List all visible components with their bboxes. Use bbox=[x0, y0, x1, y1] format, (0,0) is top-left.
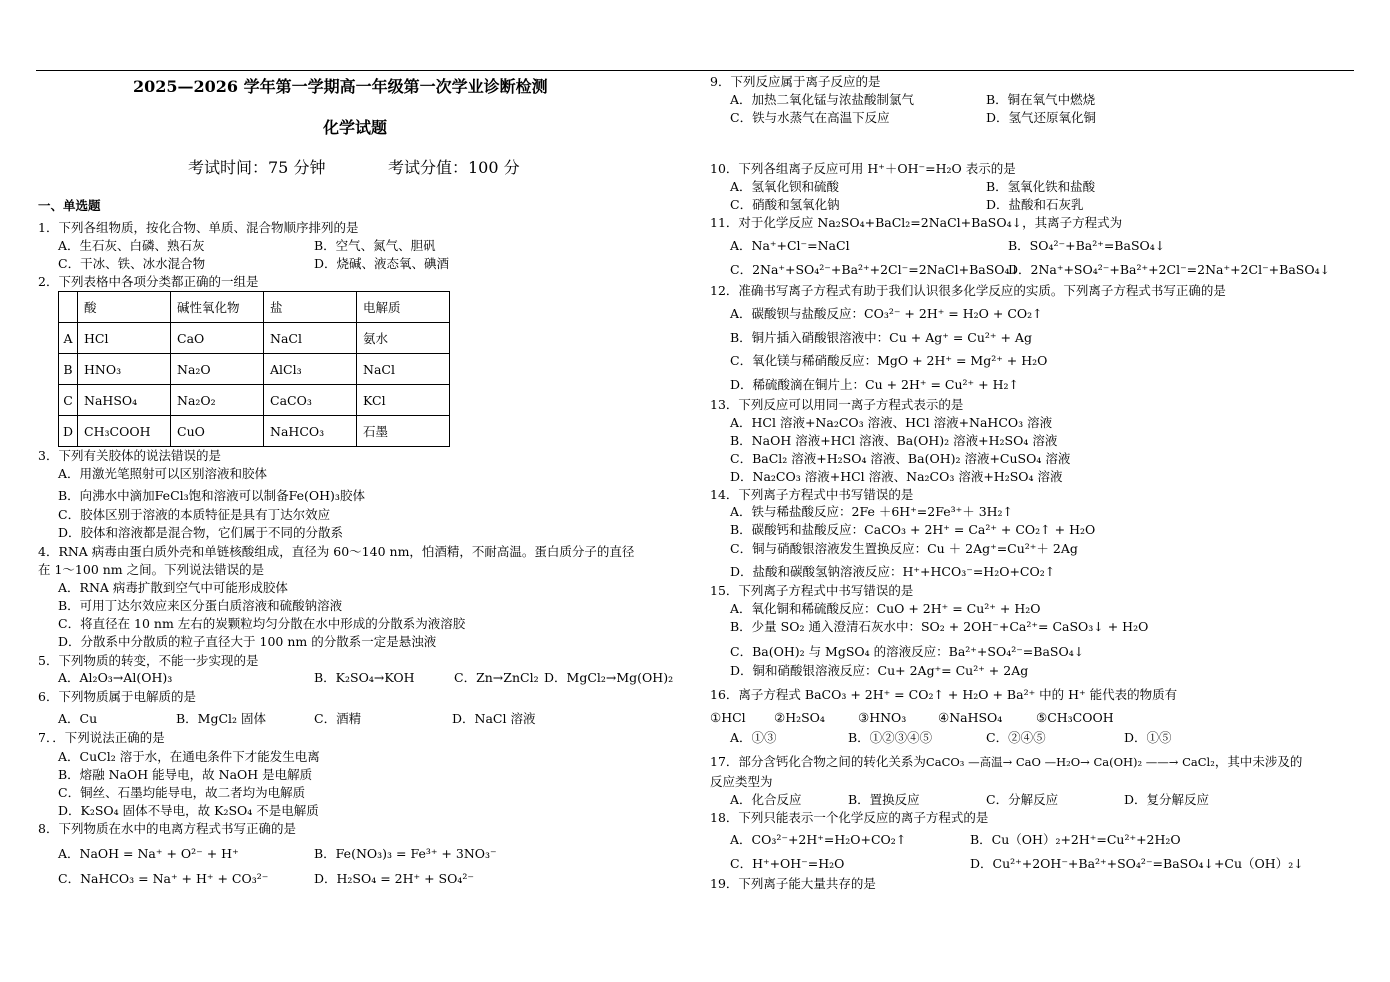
q16-item-2: ②H₂SO₄ bbox=[774, 710, 825, 725]
q7-option-d: D．K₂SO₄ 固体不导电，故 K₂SO₄ 不是电解质 bbox=[58, 803, 319, 818]
table-row bbox=[59, 385, 450, 416]
table-header: 酸 bbox=[78, 292, 171, 323]
table-cell: NaHSO₄ bbox=[78, 385, 171, 416]
q16-item-5: ⑤CH₃COOH bbox=[1036, 710, 1114, 725]
q4-stem-line1: 4．RNA 病毒由蛋白质外壳和单链核酸组成，直径为 60～140 nm，怕酒精，不耐高温。蛋白质分子的直径 bbox=[38, 544, 635, 559]
q17-option-a: A．化合反应 bbox=[730, 792, 802, 807]
table-corner bbox=[59, 292, 78, 323]
q16-item-4: ④NaHSO₄ bbox=[938, 710, 1003, 725]
exam-time: 考试时间：75 分钟 bbox=[188, 158, 326, 177]
q18-option-b: B．Cu（OH）₂+2H⁺=Cu²⁺+2H₂O bbox=[970, 832, 1181, 847]
q8-stem: 8．下列物质在水中的电离方程式书写正确的是 bbox=[38, 821, 296, 836]
q14-option-c: C．铜与硝酸银溶液发生置换反应：Cu ＋ 2Ag⁺=Cu²⁺＋ 2Ag bbox=[730, 541, 1078, 556]
table-cell: HCl bbox=[78, 323, 171, 354]
q11-option-c: C．2Na⁺+SO₄²⁻+Ba²⁺+2Cl⁻=2NaCl+BaSO₄↓ bbox=[730, 262, 1021, 277]
q1-option-d: D．烧碱、液态氧、碘酒 bbox=[314, 256, 450, 271]
q16-option-a: A．①③ bbox=[730, 730, 777, 745]
q15-stem: 15．下列离子方程式中书写错误的是 bbox=[710, 583, 914, 598]
q7-option-b: B．熔融 NaOH 能导电，故 NaOH 是电解质 bbox=[58, 767, 313, 782]
q4-option-d: D．分散系中分散质的粒子直径大于 100 nm 的分散系一定是悬浊液 bbox=[58, 634, 437, 649]
q18-option-a: A．CO₃²⁻+2H⁺=H₂O+CO₂↑ bbox=[730, 832, 907, 847]
q7-stem: 7．．下列说法正确的是 bbox=[38, 730, 165, 745]
table-cell: NaHCO₃ bbox=[264, 416, 357, 447]
q5-option-d: D．MgCl₂→Mg(OH)₂ bbox=[544, 670, 674, 685]
q3-option-c: C．胶体区别于溶液的本质特征是具有丁达尔效应 bbox=[58, 507, 331, 522]
q12-stem: 12．准确书写离子方程式有助于我们认识很多化学反应的实质。下列离子方程式书写正确的是 bbox=[710, 283, 1226, 298]
q7-option-a: A．CuCl₂ 溶于水，在通电条件下才能发生电离 bbox=[58, 749, 320, 764]
top-rule bbox=[36, 70, 1354, 71]
table-cell: CuO bbox=[171, 416, 264, 447]
q9-stem: 9．下列反应属于离子反应的是 bbox=[710, 74, 881, 89]
q1-stem: 1．下列各组物质，按化合物、单质、混合物顺序排列的是 bbox=[38, 220, 359, 235]
q15-option-a: A．氧化铜和稀硫酸反应：CuO + 2H⁺ = Cu²⁺ + H₂O bbox=[730, 601, 1041, 616]
q13-option-d: D．Na₂CO₃ 溶液+HCl 溶液、Na₂CO₃ 溶液+H₂SO₄ 溶液 bbox=[730, 469, 1063, 484]
q12-option-c: C．氧化镁与稀硝酸反应：MgO + 2H⁺ = Mg²⁺ + H₂O bbox=[730, 353, 1048, 368]
q10-option-c: C．硝酸和氢氧化钠 bbox=[730, 197, 840, 212]
table-header-row bbox=[59, 292, 450, 323]
q12-option-a: A．碳酸钡与盐酸反应：CO₃²⁻ + 2H⁺ = H₂O + CO₂↑ bbox=[730, 306, 1043, 321]
row-key: D bbox=[59, 416, 78, 447]
q9-option-b: B．铜在氧气中燃烧 bbox=[986, 92, 1096, 107]
q13-option-a: A．HCl 溶液+Na₂CO₃ 溶液、HCl 溶液+NaHCO₃ 溶液 bbox=[730, 415, 1053, 430]
table-cell: 石墨 bbox=[357, 416, 450, 447]
table-header: 碱性氧化物 bbox=[171, 292, 264, 323]
q1-option-c: C．干冰、铁、冰水混合物 bbox=[58, 256, 206, 271]
q14-stem: 14．下列离子方程式中书写错误的是 bbox=[710, 487, 914, 502]
q6-option-d: D．NaCl 溶液 bbox=[452, 711, 536, 726]
q3-option-b: B．向沸水中滴加FeCl₃饱和溶液可以制备Fe(OH)₃胶体 bbox=[58, 488, 365, 503]
q8-option-a: A．NaOH = Na⁺ + O²⁻ + H⁺ bbox=[58, 846, 239, 861]
q9-option-d: D．氢气还原氧化铜 bbox=[986, 110, 1097, 125]
q5-option-b: B．K₂SO₄→KOH bbox=[314, 670, 415, 685]
q9-option-c: C．铁与水蒸气在高温下反应 bbox=[730, 110, 890, 125]
subject-title: 化学试题 bbox=[323, 118, 388, 137]
q17-option-c: C．分解反应 bbox=[986, 792, 1059, 807]
q10-stem: 10．下列各组离子反应可用 H⁺＋OH⁻=H₂O 表示的是 bbox=[710, 161, 1016, 176]
q6-option-b: B．MgCl₂ 固体 bbox=[176, 711, 267, 726]
q16-option-c: C．②④⑤ bbox=[986, 730, 1046, 745]
q15-option-b: B．少量 SO₂ 通入澄清石灰水中：SO₂ + 2OH⁻+Ca²⁺= CaSO₃↓ + H₂O bbox=[730, 619, 1149, 634]
q4-stem-line2: 在 1～100 nm 之间。下列说法错误的是 bbox=[38, 562, 265, 577]
q14-option-d: D．盐酸和碳酸氢钠溶液反应：H⁺+HCO₃⁻=H₂O+CO₂↑ bbox=[730, 564, 1056, 579]
q18-option-d: D．Cu²⁺+2OH⁻+Ba²⁺+SO₄²⁻=BaSO₄↓+Cu（OH）₂↓ bbox=[970, 856, 1304, 871]
q16-item-1: ①HCl bbox=[710, 710, 746, 725]
section-heading: 一、单选题 bbox=[38, 198, 101, 213]
q5-stem: 5．下列物质的转变，不能一步实现的是 bbox=[38, 653, 259, 668]
q6-option-a: A．Cu bbox=[58, 711, 98, 726]
table-header: 盐 bbox=[264, 292, 357, 323]
q6-option-c: C．酒精 bbox=[314, 711, 362, 726]
q17-stem-post: ，其中未涉及的 bbox=[1214, 754, 1303, 769]
q2-stem: 2．下列表格中各项分类都正确的一组是 bbox=[38, 274, 259, 289]
q7-option-c: C．铜丝、石墨均能导电，故二者均为电解质 bbox=[58, 785, 306, 800]
table-cell: CH₃COOH bbox=[78, 416, 171, 447]
q14-option-a: A．铁与稀盐酸反应：2Fe ＋6H⁺=2Fe³⁺＋ 3H₂↑ bbox=[730, 504, 1014, 519]
table-row bbox=[59, 416, 450, 447]
row-key: A bbox=[59, 323, 78, 354]
q12-option-d: D．稀硫酸滴在铜片上：Cu + 2H⁺ = Cu²⁺ + H₂↑ bbox=[730, 377, 1019, 392]
exam-title: 2025—2026 学年第一学期高一年级第一次学业诊断检测 bbox=[133, 77, 548, 96]
table-cell: CaCO₃ bbox=[264, 385, 357, 416]
q13-option-b: B．NaOH 溶液+HCl 溶液、Ba(OH)₂ 溶液+H₂SO₄ 溶液 bbox=[730, 433, 1058, 448]
table-cell: NaCl bbox=[357, 354, 450, 385]
q14-option-b: B．碳酸钙和盐酸反应：CaCO₃ + 2H⁺ = Ca²⁺ + CO₂↑ + H₂O bbox=[730, 522, 1096, 537]
q15-option-d: D．铜和硝酸银溶液反应：Cu+ 2Ag⁺= Cu²⁺ + 2Ag bbox=[730, 663, 1029, 678]
q4-option-c: C．将直径在 10 nm 左右的炭颗粒均匀分散在水中形成的分散系为液溶胶 bbox=[58, 616, 466, 631]
table-cell: HNO₃ bbox=[78, 354, 171, 385]
q4-option-b: B．可用丁达尔效应来区分蛋白质溶液和硫酸钠溶液 bbox=[58, 598, 343, 613]
q11-option-b: B．SO₄²⁻+Ba²⁺=BaSO₄↓ bbox=[1008, 238, 1166, 253]
q17-option-d: D．复分解反应 bbox=[1124, 792, 1210, 807]
q18-option-c: C．H⁺+OH⁻=H₂O bbox=[730, 856, 845, 871]
table-row bbox=[59, 323, 450, 354]
table-cell: CaO bbox=[171, 323, 264, 354]
q16-option-d: D．①⑤ bbox=[1124, 730, 1172, 745]
q1-option-a: A．生石灰、白磷、熟石灰 bbox=[58, 238, 205, 253]
q17-option-b: B．置换反应 bbox=[848, 792, 920, 807]
q16-option-b: B．①②③④⑤ bbox=[848, 730, 933, 745]
q13-option-c: C．BaCl₂ 溶液+H₂SO₄ 溶液、Ba(OH)₂ 溶液+CuSO₄ 溶液 bbox=[730, 451, 1071, 466]
q12-option-b: B．铜片插入硝酸银溶液中：Cu + Ag⁺ = Cu²⁺ + Ag bbox=[730, 330, 1032, 345]
q9-option-a: A．加热二氧化锰与浓盐酸制氯气 bbox=[730, 92, 915, 107]
q17-conversion-chain: CaCO₃ —高温→ CaO —H₂O→ Ca(OH)₂ ——→ CaCl₂ bbox=[925, 755, 1215, 769]
table-cell: NaCl bbox=[264, 323, 357, 354]
q2-table bbox=[58, 291, 450, 447]
q17-stem-line2: 反应类型为 bbox=[710, 774, 773, 789]
q5-option-c: C．Zn→ZnCl₂ bbox=[454, 670, 539, 685]
row-key: B bbox=[59, 354, 78, 385]
q10-option-d: D．盐酸和石灰乳 bbox=[986, 197, 1084, 212]
table-header: 电解质 bbox=[357, 292, 450, 323]
q8-option-b: B．Fe(NO₃)₃ = Fe³⁺ + 3NO₃⁻ bbox=[314, 846, 497, 861]
q1-option-b: B．空气、氮气、胆矾 bbox=[314, 238, 436, 253]
q10-option-b: B．氢氧化铁和盐酸 bbox=[986, 179, 1096, 194]
q17-stem-line1 bbox=[710, 754, 1302, 770]
q10-option-a: A．氢氧化钡和硫酸 bbox=[730, 179, 840, 194]
table-cell: 氨水 bbox=[357, 323, 450, 354]
q6-stem: 6．下列物质属于电解质的是 bbox=[38, 689, 196, 704]
q16-stem: 16．离子方程式 BaCO₃ + 2H⁺ = CO₂↑ + H₂O + Ba²⁺ 中的 H⁺ 能代表的物质有 bbox=[710, 687, 1178, 702]
q5-option-a: A．Al₂O₃→Al(OH)₃ bbox=[58, 670, 173, 685]
q16-item-3: ③HNO₃ bbox=[858, 710, 907, 725]
row-key: C bbox=[59, 385, 78, 416]
q19-stem: 19．下列离子能大量共存的是 bbox=[710, 876, 876, 891]
q8-option-c: C．NaHCO₃ = Na⁺ + H⁺ + CO₃²⁻ bbox=[58, 871, 269, 886]
q11-stem: 11．对于化学反应 Na₂SO₄+BaCl₂=2NaCl+BaSO₄↓，其离子方程式为 bbox=[710, 215, 1123, 230]
q15-option-c: C．Ba(OH)₂ 与 MgSO₄ 的溶液反应：Ba²⁺+SO₄²⁻=BaSO₄↓ bbox=[730, 644, 1085, 659]
table-row bbox=[59, 354, 450, 385]
table-cell: AlCl₃ bbox=[264, 354, 357, 385]
q13-stem: 13．下列反应可以用同一离子方程式表示的是 bbox=[710, 397, 964, 412]
table-cell: Na₂O bbox=[171, 354, 264, 385]
table-cell: Na₂O₂ bbox=[171, 385, 264, 416]
exam-score: 考试分值：100 分 bbox=[388, 158, 520, 177]
q4-option-a: A．RNA 病毒扩散到空气中可能形成胶体 bbox=[58, 580, 288, 595]
q8-option-d: D．H₂SO₄ = 2H⁺ + SO₄²⁻ bbox=[314, 871, 474, 886]
q3-option-d: D．胶体和溶液都是混合物，它们属于不同的分散系 bbox=[58, 525, 344, 540]
table-cell: KCl bbox=[357, 385, 450, 416]
q11-option-a: A．Na⁺+Cl⁻=NaCl bbox=[730, 238, 850, 253]
q3-option-a: A．用激光笔照射可以区别溶液和胶体 bbox=[58, 466, 268, 481]
q18-stem: 18．下列只能表示一个化学反应的离子方程式的是 bbox=[710, 810, 989, 825]
q11-option-d: D．2Na⁺+SO₄²⁻+Ba²⁺+2Cl⁻=2Na⁺+2Cl⁻+BaSO₄↓ bbox=[1008, 262, 1331, 277]
q3-stem: 3．下列有关胶体的说法错误的是 bbox=[38, 448, 221, 463]
q17-stem-pre: 17．部分含钙化合物之间的转化关系为 bbox=[710, 754, 926, 769]
